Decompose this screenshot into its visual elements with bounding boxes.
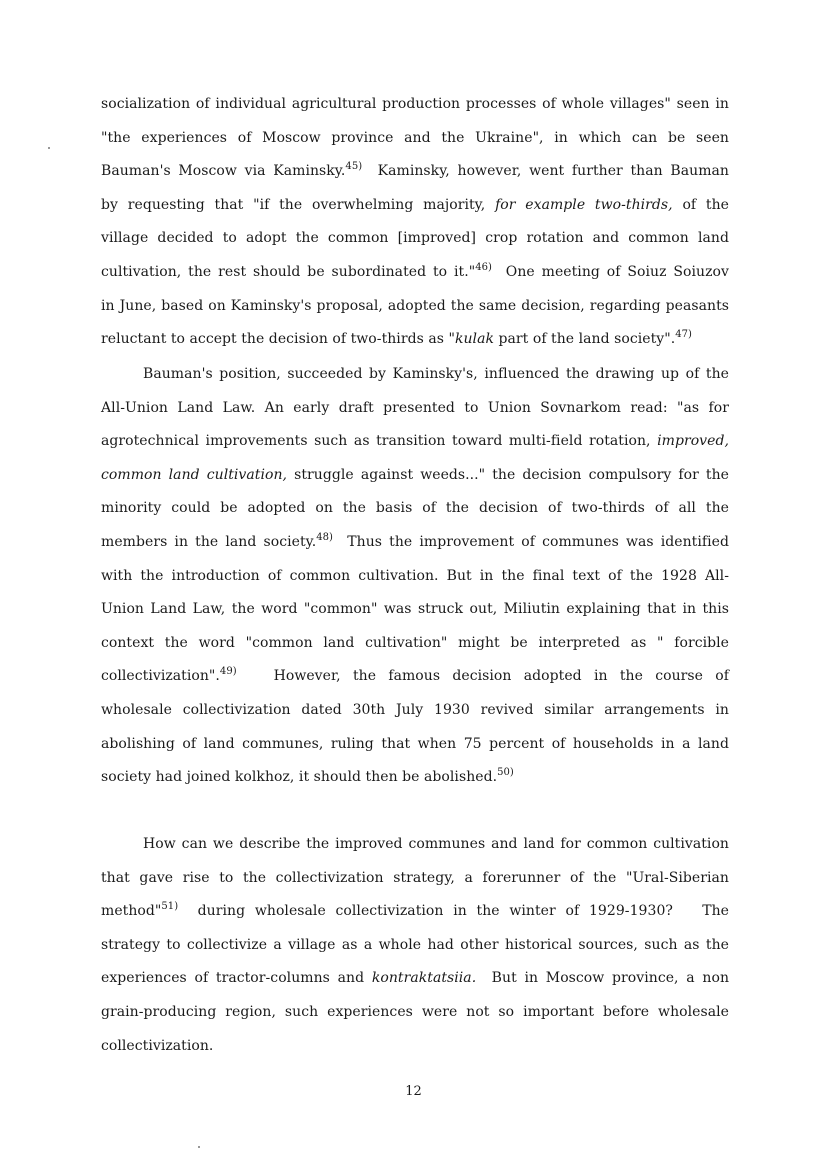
text-line: context the word "common land cultivation" might be interpreted as " forcible <box>101 634 729 651</box>
scan-speck <box>48 147 50 149</box>
footnote-ref: 50) <box>497 767 514 779</box>
text-line: by requesting that "if the overwhelming majority, for example two-thirds, of the <box>101 196 730 213</box>
text-line: abolishing of land communes, ruling that when 75 percent of households in a land <box>101 735 729 752</box>
text-line: reluctant to accept the decision of two-thirds as "kulak part of the land society".$^{47)}$ <box>101 329 693 348</box>
text-line: Union Land Law, the word "common" was struck out, Miliutin explaining that in this <box>101 601 729 618</box>
footnote-ref: 48) <box>316 532 334 543</box>
text-line: that gave rise to the collectivization strategy, a forerunner of the "Ural-Siberian <box>101 869 729 886</box>
footnote-ref: 45) <box>345 161 363 173</box>
text-line: village decided to adopt the common [improved] crop rotation and common land <box>101 230 729 247</box>
text-line: members in the land society.$^{48)}$ Thus the improvement of communes was identified <box>101 532 729 550</box>
page-number: 12 <box>405 1084 422 1099</box>
text-line: "the experiences of Moscow province and the Ukraine", in which can be seen <box>101 129 729 146</box>
text-line: with the introduction of common cultivation. But in the final text of the 1928 All- <box>101 567 729 584</box>
footnote-ref: 51) <box>161 901 179 913</box>
text-line: collectivization. <box>101 1037 214 1054</box>
text-line: grain-producing region, such experiences were not so important before wholesale <box>101 1004 729 1020</box>
text-line: wholesale collectivization dated 30th July 1930 revived similar arrangements in <box>101 702 729 718</box>
scan-speck <box>198 1146 200 1148</box>
footnote-ref: 46) <box>475 262 493 273</box>
text-line: collectivization".$^{49)}$ However, the famous decision adopted in the course of <box>101 666 729 685</box>
text-line: socialization of individual agricultural production processes of whole villages" seen in <box>101 96 729 112</box>
text-line: cultivation, the rest should be subordinated to it."$^{46)}$ One meeting of Soiuz Soiuzov <box>101 262 729 280</box>
text-line: society had joined kolkhoz, it should then be abolished.$^{50)}$ <box>101 767 514 786</box>
text-line: strategy to collectivize a village as a whole had other historical sources, such as the <box>101 936 729 953</box>
text-line: Bauman's position, succeeded by Kaminsky's, influenced the drawing up of the <box>143 366 729 382</box>
text-line: common land cultivation, struggle against weeds..." the decision compulsory for the <box>101 466 729 483</box>
text-line: in June, based on Kaminsky's proposal, adopted the same decision, regarding peasants <box>101 297 729 314</box>
text-line: method"$^{51)}$ during wholesale collectivization in the winter of 1929-1930? The <box>101 901 729 920</box>
text-line: minority could be adopted on the basis of the decision of two-thirds of all the <box>101 500 729 517</box>
footnote-ref: 49) <box>219 666 237 678</box>
text-line: All-Union Land Law. An early draft presented to Union Sovnarkom read: "as for <box>101 399 729 416</box>
footnote-ref: 47) <box>675 329 693 341</box>
text-line: How can we describe the improved communes and land for common cultivation <box>143 836 729 852</box>
text-line: experiences of tractor-columns and kontraktatsiia. But in Moscow province, a non <box>101 970 730 987</box>
text-line: Bauman's Moscow via Kaminsky.$^{45)}$ Kaminsky, however, went further than Bauman <box>101 161 729 180</box>
text-line: agrotechnical improvements such as transition toward multi-field rotation, improved, <box>101 433 729 450</box>
